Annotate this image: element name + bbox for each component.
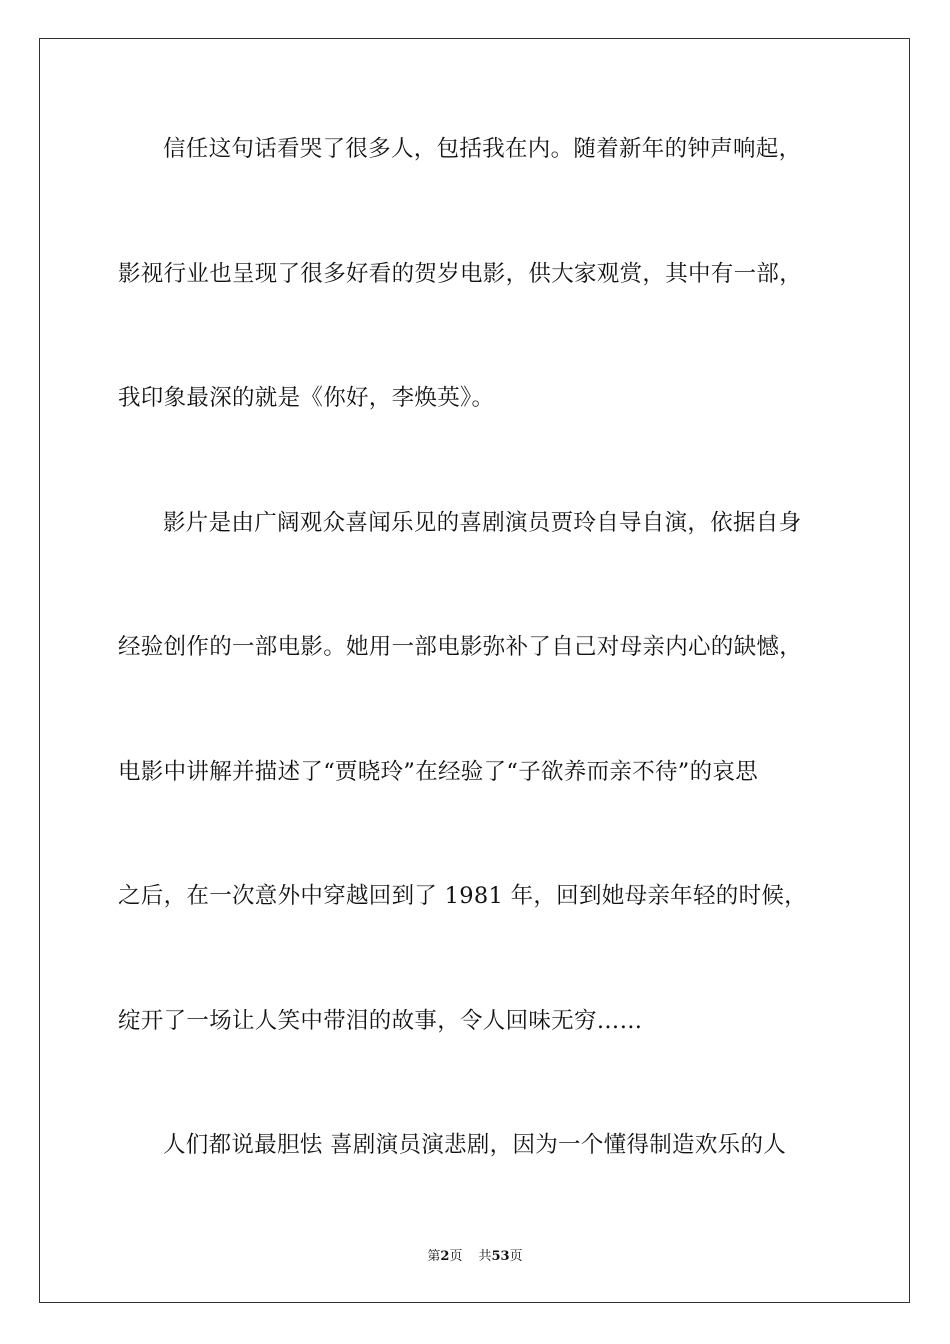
paragraph-2-line-3: 电影中讲解并描述了“贾晓玲”在经验了“子欲养而亲不待”的哀思 <box>118 759 759 785</box>
total-prefix: 共 <box>478 1249 492 1264</box>
paragraph-2-line-1: 影片是由广阔观众喜闻乐见的喜剧演员贾玲自导自演，依据自身 <box>163 510 802 536</box>
paragraph-2-line-4: 之后，在一次意外中穿越回到了 1981 年，回到她母亲年轻的时候， <box>118 883 807 909</box>
paragraph-1-line-2: 影视行业也呈现了很多好看的贺岁电影，供大家观赏，其中有一部， <box>118 261 803 287</box>
paragraph-2-line-2: 经验创作的一部电影。她用一部电影弥补了自己对母亲内心的缺憾， <box>118 634 803 660</box>
paragraph-1-line-1: 信任这句话看哭了很多人，包括我在内。随着新年的钟声响起， <box>163 136 802 162</box>
paragraph-1-line-3: 我印象最深的就是《你好，李焕英》。 <box>118 385 495 411</box>
paragraph-3-line-1: 人们都说最胆怯 喜剧演员演悲剧，因为一个懂得制造欢乐的人 <box>163 1132 787 1158</box>
page-number: 2 <box>440 1249 450 1264</box>
total-pages: 53 <box>491 1249 510 1264</box>
page-border <box>39 38 910 1303</box>
total-suffix: 页 <box>509 1249 523 1264</box>
paragraph-2-line-5: 绽开了一场让人笑中带泪的故事，令人回味无穷…… <box>118 1008 643 1034</box>
page-footer <box>0 1248 950 1266</box>
page-prefix: 第 <box>427 1249 441 1264</box>
page-suffix: 页 <box>449 1249 463 1264</box>
